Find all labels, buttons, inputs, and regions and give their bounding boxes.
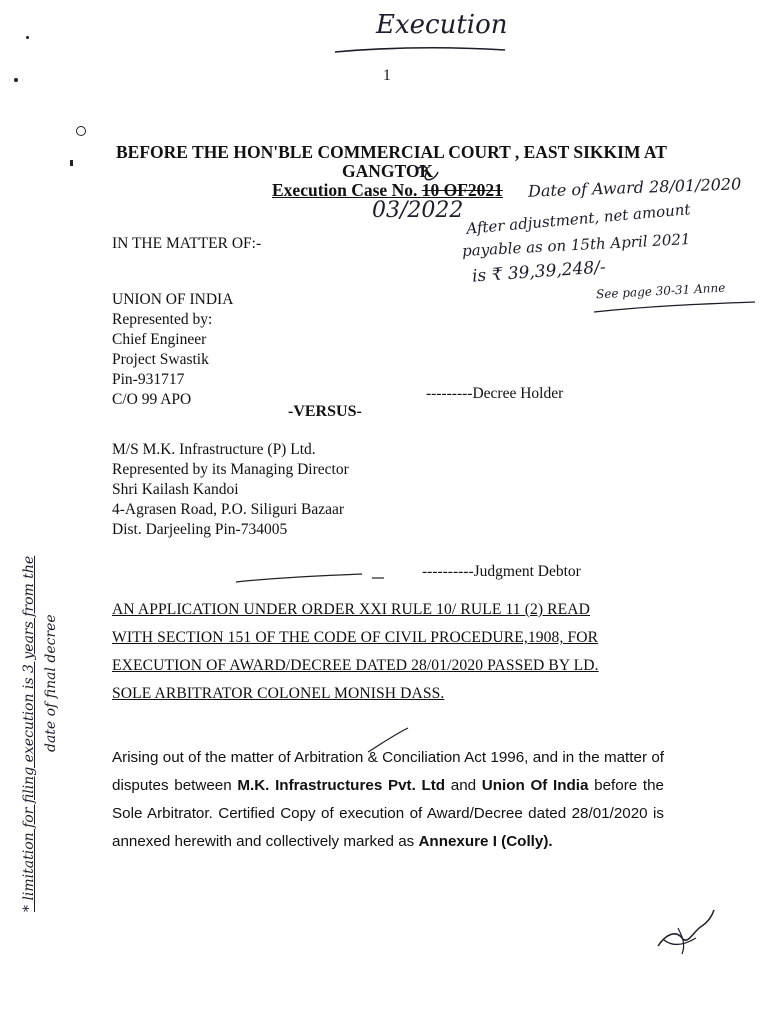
court-heading-line2: GANGTOK	[342, 161, 434, 181]
handwritten-see-page: See page 30-31 Anne	[595, 280, 726, 302]
para-bold-annexure: Annexure I (Colly).	[418, 833, 553, 850]
margin-note-line: * limitation for filing execution is 3 years from the	[21, 555, 37, 912]
versus-label: -VERSUS-	[288, 403, 362, 420]
respondent-block	[112, 440, 349, 540]
respondent-line: Represented by its Managing Director	[112, 461, 349, 478]
see-page-underline-stroke	[590, 298, 760, 318]
margin-speck	[14, 78, 18, 82]
handwritten-margin-note	[18, 512, 62, 912]
margin-speck	[26, 36, 29, 39]
petitioner-line: Represented by:	[112, 311, 213, 328]
application-title	[112, 596, 599, 708]
handwritten-title: Execution	[376, 10, 508, 40]
application-line: AN APPLICATION UNDER ORDER XXI RULE 10/ RULE 11 (2) READ	[112, 601, 591, 618]
respondent-line: M/S M.K. Infrastructure (P) Ltd.	[112, 441, 316, 458]
case-struck-number: 10 OF2021	[421, 180, 503, 200]
handwritten-adjustment-line2: payable as on 15th April 2021	[461, 230, 691, 260]
judgment-debtor-label: ----------Judgment Debtor	[422, 563, 581, 580]
para-text: and	[445, 777, 482, 794]
debtor-dash-stroke	[232, 566, 392, 586]
petitioner-block	[112, 290, 233, 410]
respondent-line: Shri Kailash Kandoi	[112, 481, 239, 498]
body-paragraph	[112, 744, 664, 856]
application-line: SOLE ARBITRATOR COLONEL MONISH DASS.	[112, 685, 445, 702]
para-text: before the Sole Arbitrator. Certified Copy of execution of Award/Decree dated 28/01/2020 is annexed herewith and collectively marked as	[112, 777, 664, 850]
para-text: Arising out of the matter of Arbitration & Conciliation Act 1996, and in the matter of disputes between	[112, 749, 664, 794]
case-label: Execution Case No.	[272, 180, 418, 200]
handwritten-award-note: Date of Award 28/01/2020	[527, 174, 742, 201]
page-number: 1	[383, 67, 391, 84]
margin-speck	[76, 126, 86, 136]
respondent-line: 4-Agrasen Road, P.O. Siliguri Bazaar	[112, 501, 345, 518]
handwritten-adjustment-line1: After adjustment, net amount	[465, 200, 692, 238]
petitioner-line: Chief Engineer	[112, 331, 207, 348]
in-the-matter-label: IN THE MATTER OF:-	[112, 235, 262, 252]
petitioner-line: UNION OF INDIA	[112, 291, 234, 308]
para-bold-party1: M.K. Infrastructures Pvt. Ltd	[237, 777, 446, 794]
petitioner-line: C/O 99 APO	[112, 391, 192, 408]
petitioner-line: Project Swastik	[112, 351, 209, 368]
court-heading-line1: BEFORE THE HON'BLE COMMERCIAL COURT , EAST SIKKIM AT	[116, 142, 667, 162]
title-underline-stroke	[330, 40, 510, 60]
signature-scribble	[652, 904, 722, 964]
handwritten-case-number: 03/2022	[372, 198, 464, 223]
margin-speck	[70, 160, 73, 166]
pen-tick-stroke	[364, 726, 414, 756]
handwritten-adjustment-line3: is ₹ 39,39,248/-	[471, 257, 607, 287]
para-bold-party2: Union Of India	[481, 777, 589, 794]
margin-note-line: date of final decree	[43, 614, 59, 752]
application-line: WITH SECTION 151 OF THE CODE OF CIVIL PROCEDURE,1908, FOR	[112, 629, 599, 646]
decree-holder-label: ---------Decree Holder	[426, 385, 564, 402]
application-line: EXECUTION OF AWARD/DECREE DATED 28/01/2020 PASSED BY LD.	[112, 657, 599, 674]
petitioner-line: Pin-931717	[112, 371, 185, 388]
respondent-line: Dist. Darjeeling Pin-734005	[112, 521, 288, 538]
